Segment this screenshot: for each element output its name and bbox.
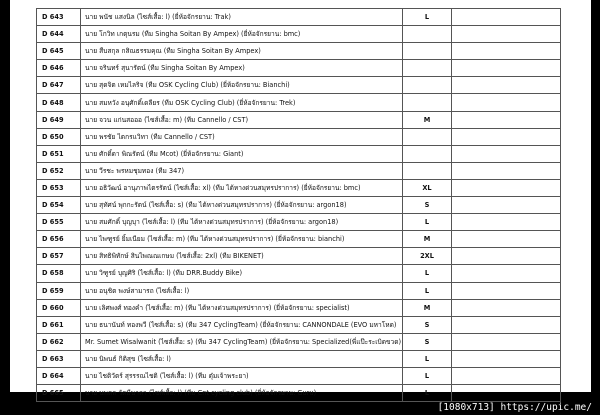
bib-number-cell: D 655 bbox=[37, 214, 81, 231]
table-row bbox=[37, 111, 561, 128]
rider-info-cell: นาย สมหวัง อนุศักดิ์เดลียร (ทีม OSK Cycling Club) (ยี่ห้อจักรยาน: Trek) bbox=[81, 94, 403, 111]
bib-number-cell: D 648 bbox=[37, 94, 81, 111]
bib-number-cell: D 646 bbox=[37, 60, 81, 77]
bib-number-cell: D 656 bbox=[37, 231, 81, 248]
table-row bbox=[37, 197, 561, 214]
rider-info-cell: นาย วีรชะ พรหมชุมทอง (ทีม 347) bbox=[81, 162, 403, 179]
blank-cell bbox=[452, 128, 561, 145]
shirt-size-cell: L bbox=[403, 385, 452, 402]
shirt-size-cell bbox=[403, 145, 452, 162]
shirt-size-cell bbox=[403, 60, 452, 77]
blank-cell bbox=[452, 9, 561, 26]
blank-cell bbox=[452, 248, 561, 265]
bib-number-cell: D 665 bbox=[37, 385, 81, 402]
shirt-size-cell: S bbox=[403, 197, 452, 214]
rider-info-cell: นาย อธิวัฒน์ อานุภาพไตรรัตน์ (ไซส์เสื้อ: xl) (ทีม ไต้หางด่วนสมุทรปราการ) (ยี่ห้อจักรยาน: bmc) bbox=[81, 179, 403, 196]
table-row bbox=[37, 367, 561, 384]
rider-info-cell: นาย นิพนธ์ กิติสุข (ไซส์เสื้อ: l) bbox=[81, 350, 403, 367]
blank-cell bbox=[452, 43, 561, 60]
bib-number-cell: D 645 bbox=[37, 43, 81, 60]
blank-cell bbox=[452, 77, 561, 94]
table-body bbox=[37, 9, 561, 402]
rider-info-cell: นาย สิทธิพิทักษ์ สินไพณณเกษม (ไซส์เสื้อ: 2xl) (ทีม BIKENET) bbox=[81, 248, 403, 265]
table-row bbox=[37, 9, 561, 26]
shirt-size-cell bbox=[403, 162, 452, 179]
bib-number-cell: D 659 bbox=[37, 282, 81, 299]
table-row bbox=[37, 299, 561, 316]
table-row bbox=[37, 350, 561, 367]
blank-cell bbox=[452, 385, 561, 402]
table-row bbox=[37, 60, 561, 77]
blank-cell bbox=[452, 333, 561, 350]
blank-cell bbox=[452, 214, 561, 231]
rider-info-cell: นาย จวน แก่นสอออ (ไซส์เสื้อ: m) (ทีม Cannello / CST) bbox=[81, 111, 403, 128]
bib-number-cell: D 651 bbox=[37, 145, 81, 162]
shirt-size-cell: M bbox=[403, 231, 452, 248]
bib-number-cell: D 647 bbox=[37, 77, 81, 94]
rider-info-cell: นาย ธนานันท์ ทองพวี (ไซส์เสื้อ: s) (ทีม 347 CyclingTeam) (ยี่ห้อจักรยาน: CANNONDALE (EVO มหาโหด) bbox=[81, 316, 403, 333]
blank-cell bbox=[452, 94, 561, 111]
rider-info-cell: นาย พรชัย ไตกรแวิทา (ทีม Cannello / CST) bbox=[81, 128, 403, 145]
rider-info-cell: นาย สมศักดิ์ บุญบุา (ไซส์เสื้อ: l) (ทีม ไต้หางด่วนสมุทรปราการ) (ยี่ห้อจักรยาน: argon18) bbox=[81, 214, 403, 231]
rider-info-cell: นาย จรินทร์ สุนารัตน์ (ทีม Singha Soitan By Ampex) bbox=[81, 60, 403, 77]
table-row bbox=[37, 145, 561, 162]
shirt-size-cell: L bbox=[403, 214, 452, 231]
bib-number-cell: D 654 bbox=[37, 197, 81, 214]
blank-cell bbox=[452, 162, 561, 179]
shirt-size-cell: M bbox=[403, 299, 452, 316]
table-row bbox=[37, 231, 561, 248]
rider-info-cell: นาย ไชติวัตร์ สุรรรณไชติ (ไซส์เสื้อ: l) (ทีม ตุ๋มเจ้าพระยา) bbox=[81, 367, 403, 384]
blank-cell bbox=[452, 367, 561, 384]
shirt-size-cell bbox=[403, 43, 452, 60]
bib-number-cell: D 660 bbox=[37, 299, 81, 316]
table-row bbox=[37, 385, 561, 402]
rider-info-cell: นาย นพดล วัดมีนาลา (ไซส์เสื้อ: l) (ทีม Cnt cycling club) (ยี่ห้อจักรยาน: Guru) bbox=[81, 385, 403, 402]
registration-table bbox=[36, 8, 561, 402]
blank-cell bbox=[452, 179, 561, 196]
table-row bbox=[37, 282, 561, 299]
shirt-size-cell: L bbox=[403, 367, 452, 384]
rider-info-cell: นาย ไพฑูรย์ ยิ้มเนียม (ไซส์เสื้อ: m) (ทีม ไต้หางด่วนสมุทรปราการ) (ยี่ห้อจักรยาน: bianchi) bbox=[81, 231, 403, 248]
rider-info-cell: Mr. Sumet Wisalwanit (ไซส์เสื้อ: s) (ทีม 347 CyclingTeam) (ยี่ห้อจักรยาน: Specialized(พี่แป๊ะระเบิดขวด) bbox=[81, 333, 403, 350]
rider-info-cell: นาย สืบสกุล กสิณธรรมคุณ (ทีม Singha Soitan By Ampex) bbox=[81, 43, 403, 60]
table-row bbox=[37, 179, 561, 196]
table-row bbox=[37, 316, 561, 333]
shirt-size-cell: L bbox=[403, 9, 452, 26]
shirt-size-cell: S bbox=[403, 316, 452, 333]
bib-number-cell: D 650 bbox=[37, 128, 81, 145]
bib-number-cell: D 658 bbox=[37, 265, 81, 282]
blank-cell bbox=[452, 26, 561, 43]
blank-cell bbox=[452, 111, 561, 128]
bib-number-cell: D 657 bbox=[37, 248, 81, 265]
blank-cell bbox=[452, 60, 561, 77]
bib-number-cell: D 653 bbox=[37, 179, 81, 196]
image-watermark: [1080x713] https://upic.me/ bbox=[437, 402, 592, 413]
blank-cell bbox=[452, 145, 561, 162]
table-row bbox=[37, 77, 561, 94]
bib-number-cell: D 664 bbox=[37, 367, 81, 384]
bib-number-cell: D 644 bbox=[37, 26, 81, 43]
table-row bbox=[37, 265, 561, 282]
table-row bbox=[37, 333, 561, 350]
table-row bbox=[37, 26, 561, 43]
blank-cell bbox=[452, 231, 561, 248]
rider-info-cell: นาย เลิศพงศ์ ทองคำ (ไซส์เสื้อ: m) (ทีม ไต้หางด่วนสมุทรปราการ) (ยี่ห้อจักรยาน: specialist) bbox=[81, 299, 403, 316]
blank-cell bbox=[452, 265, 561, 282]
rider-info-cell: นาย ศักดิ์ดา พิณรัตน์ (ทีม Mcot) (ยี่ห้อจักรยาน: Giant) bbox=[81, 145, 403, 162]
blank-cell bbox=[452, 316, 561, 333]
shirt-size-cell bbox=[403, 26, 452, 43]
table-row bbox=[37, 128, 561, 145]
table-row bbox=[37, 248, 561, 265]
bib-number-cell: D 643 bbox=[37, 9, 81, 26]
rider-info-cell: นาย อนุชิต พงษ์สามารถ (ไซส์เสื้อ: l) bbox=[81, 282, 403, 299]
shirt-size-cell bbox=[403, 128, 452, 145]
bib-number-cell: D 661 bbox=[37, 316, 81, 333]
shirt-size-cell bbox=[403, 77, 452, 94]
bib-number-cell: D 649 bbox=[37, 111, 81, 128]
document-page bbox=[10, 0, 591, 398]
rider-info-cell: นาย สุทัศน์ พุกกะรัตน์ (ไซส์เสื้อ: s) (ทีม ไต้หางด่วนสมุทรปราการ) (ยี่ห้อจักรยาน: argon18) bbox=[81, 197, 403, 214]
table-row bbox=[37, 214, 561, 231]
blank-cell bbox=[452, 299, 561, 316]
table-row bbox=[37, 94, 561, 111]
shirt-size-cell: XL bbox=[403, 179, 452, 196]
shirt-size-cell: M bbox=[403, 111, 452, 128]
bib-number-cell: D 662 bbox=[37, 333, 81, 350]
rider-info-cell: นาย โกวิท เกตุนรม (ทีม Singha Soitan By Ampex) (ยี่ห้อจักรยาน: bmc) bbox=[81, 26, 403, 43]
table-row bbox=[37, 162, 561, 179]
bib-number-cell: D 652 bbox=[37, 162, 81, 179]
shirt-size-cell bbox=[403, 94, 452, 111]
blank-cell bbox=[452, 282, 561, 299]
rider-info-cell: นาย วิฑูรย์ บุญศิริ (ไซส์เสื้อ: l) (ทีม DRR.Buddy Bike) bbox=[81, 265, 403, 282]
shirt-size-cell: S bbox=[403, 333, 452, 350]
shirt-size-cell: L bbox=[403, 350, 452, 367]
blank-cell bbox=[452, 197, 561, 214]
blank-cell bbox=[452, 350, 561, 367]
shirt-size-cell: L bbox=[403, 265, 452, 282]
shirt-size-cell: L bbox=[403, 282, 452, 299]
rider-info-cell: นาย พนัช แสงนิล (ไซส์เสื้อ: l) (ยี่ห้อจักรยาน: Trak) bbox=[81, 9, 403, 26]
table-row bbox=[37, 43, 561, 60]
bib-number-cell: D 663 bbox=[37, 350, 81, 367]
rider-info-cell: นาย สุดจิต เหมไลริจ (ทีม OSK Cycling Club) (ยี่ห้อจักรยาน: Bianchi) bbox=[81, 77, 403, 94]
shirt-size-cell: 2XL bbox=[403, 248, 452, 265]
